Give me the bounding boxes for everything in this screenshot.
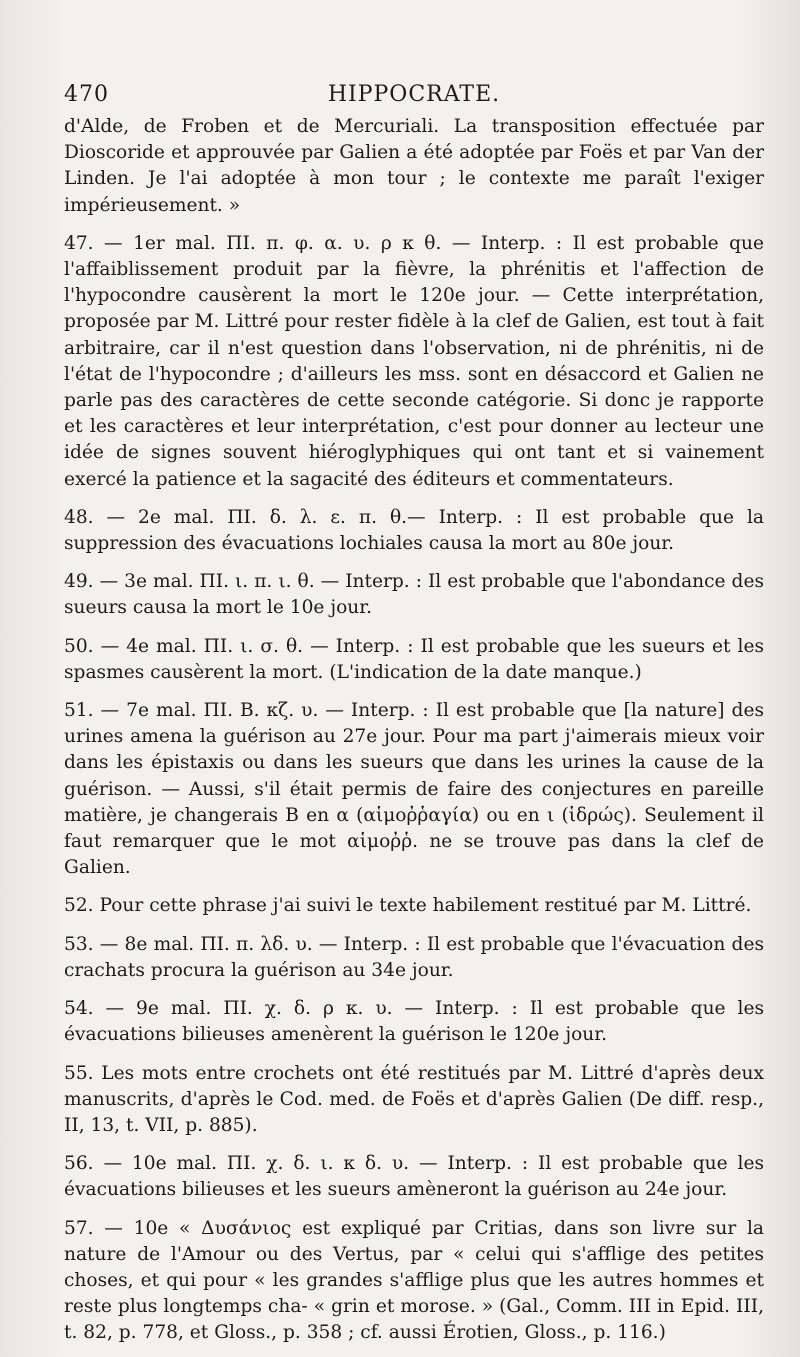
- note-54: 54. — 9e mal. ΠΙ. χ. δ. ρ κ. υ. — Interp. : Il est probable que les évacuations bilieuses amenèrent la guérison le 120e jour.: [64, 998, 764, 1046]
- note-52: 52. Pour cette phrase j'ai suivi le texte habilement restitué par M. Littré.: [64, 895, 752, 917]
- page-number: 470: [64, 81, 109, 107]
- note-48: 48. — 2e mal. ΠΙ. δ. λ. ε. π. θ.— Interp. : Il est probable que la suppression des évacuations lochiales causa la mort au 80e jour.: [64, 506, 764, 555]
- running-title: HIPPOCRATE.: [327, 81, 501, 107]
- running-header: [64, 74, 764, 114]
- body-text: [64, 114, 764, 1347]
- note-47: 47. — 1er mal. ΠΙ. π. φ. α. υ. ρ κ θ. — Interp. : Il est probable que l'affaiblissement produit par la fièvre, la phrénitis et l'affection de l'hypocondre causèrent la mort le 120e jour. — Cette interprétation, proposée par M. Littré pour rester fidèle à la clef de Galien, est tout à fait arbitraire, car il n'est question dans l'observation, ni de phrénitis, ni de l'état de l'hypocondre ; d'ailleurs les mss. sont en désaccord et Galien ne parle pas des caractères de cette seconde catégorie. Si donc je rapporte et les caractères et leur interprétation, c'est pour donner au lecteur une idée de signes souvent hiéroglyphiques qui ont tant et si vainement exercé la patience et la sagacité des éditeurs et commentateurs.: [64, 232, 764, 490]
- note-57: 57. — 10e « Δυσάνιος est expliqué par Critias, dans son livre sur la nature de l'Amour ou des Vertus, par « celui qui s'afflige des petites choses, et qui pour « les grandes s'afflige plus que les autres hommes et reste plus longtemps cha- « grin et morose. » (Gal., Comm. III in Epid. III, t. 82, p. 778, et Gloss., p. 358 ; cf. aussi Érotien, Gloss., p. 116.): [64, 1217, 764, 1344]
- note-53: 53. — 8e mal. ΠΙ. π. λδ. υ. — Interp. : Il est probable que l'évacuation des crachats procura la guérison au 34e jour.: [64, 933, 764, 981]
- note-50: 50. — 4e mal. ΠΙ. ι. σ. θ. — Interp. : Il est probable que les sueurs et les spasmes causèrent la mort. (L'indication de la date manque.): [64, 635, 764, 683]
- note-56: 56. — 10e mal. ΠΙ. χ. δ. ι. κ δ. υ. — Interp. : Il est probable que les évacuations bilieuses et les sueurs amèneront la guérison au 24e jour.: [64, 1153, 764, 1201]
- note-49: 49. — 3e mal. ΠΙ. ι. π. ι. θ. — Interp. : Il est probable que l'abondance des sueurs causa la mort le 10e jour.: [64, 571, 764, 619]
- note-55: 55. Les mots entre crochets ont été restitués par M. Littré d'après deux manuscrits, d'après le Cod. med. de Foës et d'après Galien (De diff. resp., II, 13, t. VII, p. 885).: [64, 1062, 764, 1136]
- note-51: 51. — 7e mal. ΠΙ. Β. κζ. υ. — Interp. : Il est probable que [la nature] des urines amena la guérison au 27e jour. Pour ma part j'aimerais mieux voir dans les épistaxis ou dans les sueurs que dans les urines la cause de la guérison. — Aussi, s'il était permis de faire des conjectures en pareille matière, je changerais Β en α (αἱμοῤῥαγία) ou en ι (ἱδρώς). Seulement il faut remarquer que le mot αἱμοῤῥ. ne se trouve pas dans la clef de Galien.: [64, 700, 764, 879]
- paragraph-continuation: d'Alde, de Froben et de Mercuriali. La transposition effectuée par Dioscoride et approuvée par Galien a été adoptée par Foës et par Van der Linden. Je l'ai adoptée à mon tour ; le contexte me paraît l'exiger impérieusement. »: [64, 116, 764, 216]
